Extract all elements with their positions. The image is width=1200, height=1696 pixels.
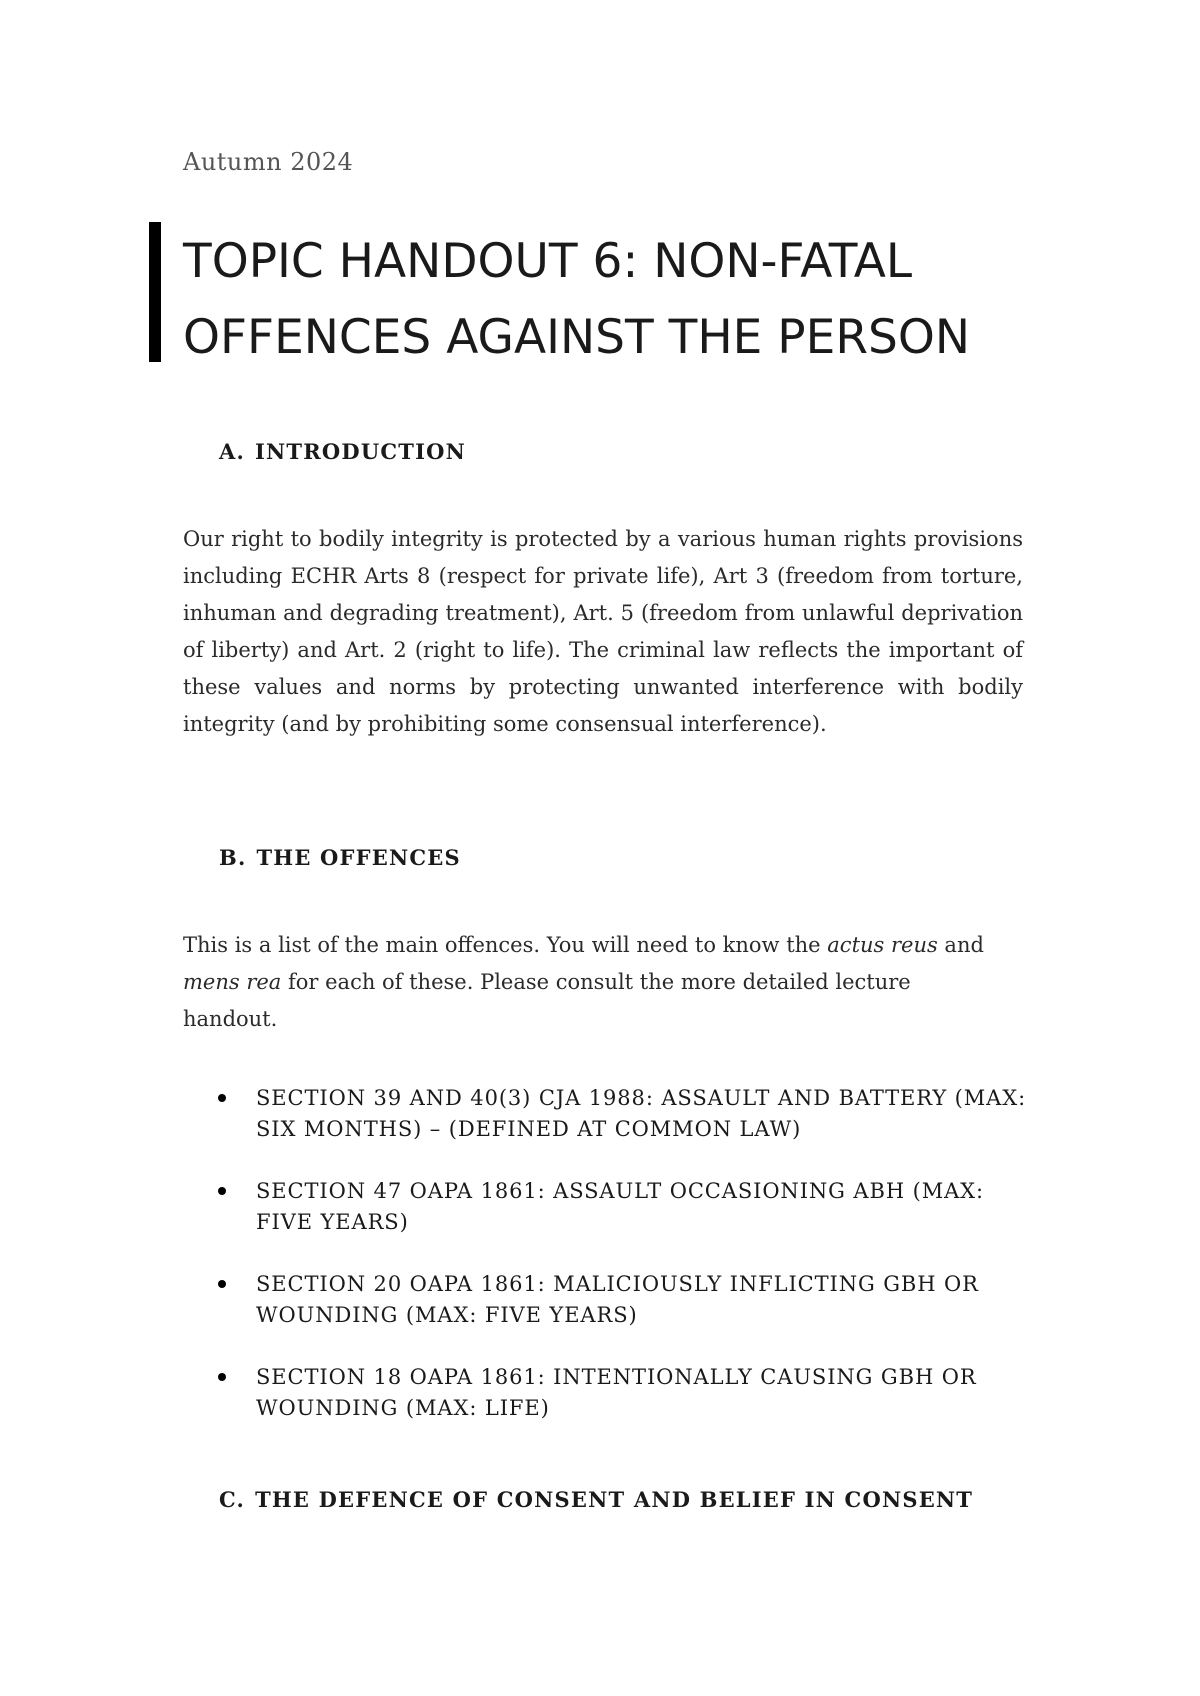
title-line-2: OFFENCES AGAINST THE PERSON [183, 310, 970, 365]
section-b-letter: B. [219, 845, 247, 870]
offence-text: SECTION 20 OAPA 1861: MALICIOUSLY INFLICTING GBH OR WOUNDING (MAX: FIVE YEARS) [256, 1272, 979, 1327]
bullet-icon [218, 1094, 226, 1102]
mens-rea-term: mens rea [183, 970, 282, 994]
bullet-icon [218, 1373, 226, 1381]
offences-list [218, 1083, 1038, 1455]
section-b-title: THE OFFENCES [256, 845, 461, 870]
list-item [218, 1362, 1038, 1424]
section-c-letter: C. [219, 1487, 246, 1512]
title-accent-bar [149, 222, 161, 362]
document-title [183, 224, 1083, 376]
offences-intro-text-1: This is a list of the main offences. You will need to know the [183, 933, 828, 957]
section-a-letter: A. [219, 439, 246, 464]
introduction-paragraph: Our right to bodily integrity is protected by a various human rights provisions including ECHR Arts 8 (respect for private life), Art 3 (freedom from torture, inhuman and degrading treatment), Art. 5 (freedom from unlawful deprivation of liberty) and Art. 2 (right to life). The criminal law reflects the important of these values and norms by protecting unwanted interference with bodily integrity (and by prohibiting some consensual interference). [183, 527, 1023, 736]
section-a-heading [219, 439, 466, 464]
actus-reus-term: actus reus [827, 933, 938, 957]
bullet-icon [218, 1187, 226, 1195]
list-item [218, 1176, 1038, 1238]
section-a-title: INTRODUCTION [255, 439, 466, 464]
list-item [218, 1269, 1038, 1331]
section-c-title: THE DEFENCE OF CONSENT AND BELIEF IN CONSENT [255, 1487, 974, 1512]
offence-text: SECTION 18 OAPA 1861: INTENTIONALLY CAUSING GBH OR WOUNDING (MAX: LIFE) [256, 1365, 977, 1420]
offence-text: SECTION 39 AND 40(3) CJA 1988: ASSAULT AND BATTERY (MAX: SIX MONTHS) – (DEFINED AT COMMON LAW) [256, 1086, 1027, 1141]
section-c-heading [219, 1487, 973, 1512]
section-b-heading [219, 845, 461, 870]
offences-intro-text-3: for each of these. Please consult the more detailed lecture handout. [183, 970, 911, 1031]
title-line-1: TOPIC HANDOUT 6: NON-FATAL [183, 234, 913, 289]
offence-text: SECTION 47 OAPA 1861: ASSAULT OCCASIONING ABH (MAX: FIVE YEARS) [256, 1179, 984, 1234]
bullet-icon [218, 1280, 226, 1288]
offences-intro-text-2: and [937, 933, 984, 957]
list-item [218, 1083, 1038, 1145]
term-label: Autumn 2024 [183, 148, 354, 176]
offences-intro-paragraph [183, 927, 1003, 1038]
